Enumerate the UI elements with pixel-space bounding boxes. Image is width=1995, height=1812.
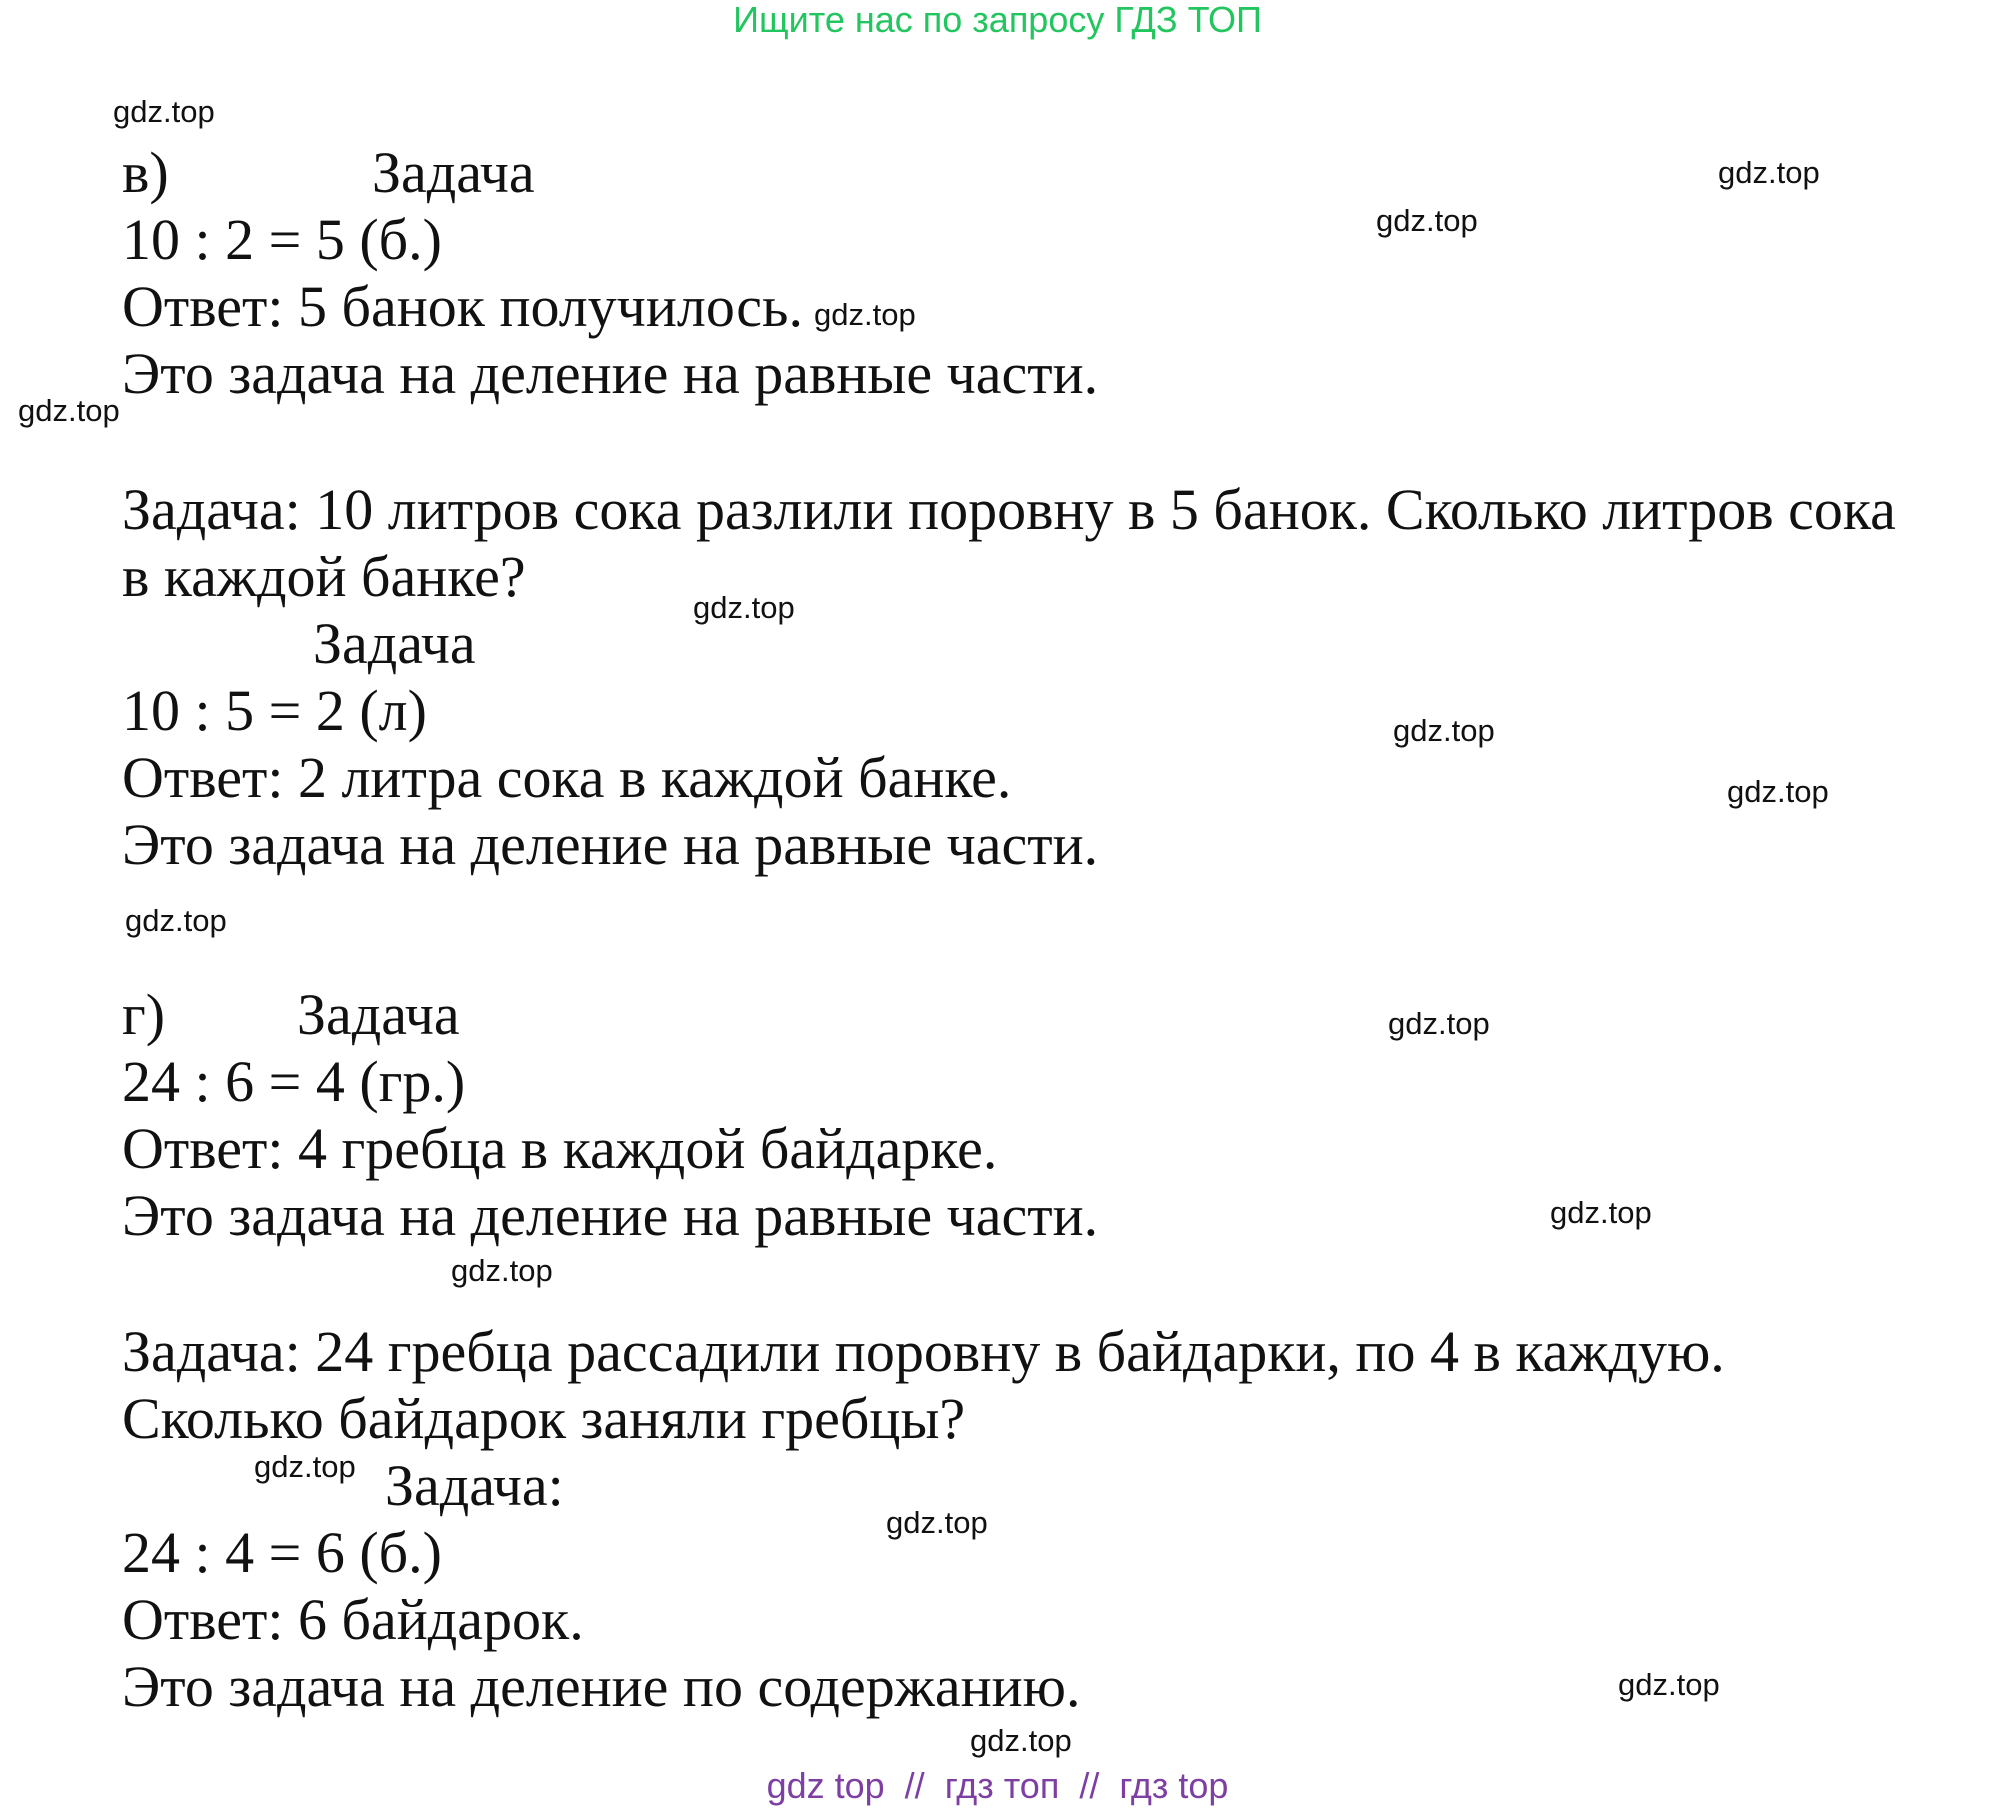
watermark: gdz.top (113, 94, 215, 129)
section-v-letter: в) (122, 140, 169, 205)
watermark: gdz.top (451, 1253, 553, 1288)
section-g-heading-line (122, 982, 460, 1048)
footer-link-gdz-top-mixed[interactable]: гдз top (1119, 1765, 1229, 1806)
footer-link-gdz-top-cyrillic[interactable]: гдз топ (944, 1765, 1060, 1806)
section-g-heading: Задача (297, 982, 460, 1047)
section-v-type: Это задача на деление на равные части. (122, 341, 1099, 406)
section-v-heading: Задача (372, 140, 535, 205)
top-banner: Ищите нас по запросу ГДЗ ТОП (733, 0, 1262, 40)
section-v2-problem-line2: в каждой банке? (122, 544, 526, 609)
section-g-solution: 24 : 6 = 4 (гр.) (122, 1049, 466, 1114)
section-v-answer: Ответ: 5 банок получилось. (122, 274, 803, 339)
section-v2-problem-line1: Задача: 10 литров сока разлили поровну в 5 банок. Сколько литров сока (122, 477, 1896, 542)
watermark: gdz.top (814, 297, 916, 332)
watermark: gdz.top (693, 590, 795, 625)
section-g-answer: Ответ: 4 гребца в каждой байдарке. (122, 1116, 998, 1181)
section-g2-solution: 24 : 4 = 6 (б.) (122, 1520, 442, 1585)
section-v-heading-line (122, 140, 535, 206)
section-v-solution: 10 : 2 = 5 (б.) (122, 207, 442, 272)
watermark: gdz.top (125, 903, 227, 938)
watermark: gdz.top (1727, 774, 1829, 809)
section-g2-heading: Задача: (385, 1453, 564, 1518)
watermark: gdz.top (254, 1449, 356, 1484)
watermark: gdz.top (886, 1505, 988, 1540)
watermark: gdz.top (1376, 203, 1478, 238)
section-g2-problem-line2: Сколько байдарок заняли гребцы? (122, 1386, 966, 1451)
footer-separator: // (904, 1765, 925, 1806)
footer-separator: // (1079, 1765, 1100, 1806)
section-v2-type: Это задача на деление на равные части. (122, 812, 1099, 877)
section-v2-solution: 10 : 5 = 2 (л) (122, 678, 427, 743)
section-g2-problem-line1: Задача: 24 гребца рассадили поровну в байдарки, по 4 в каждую. (122, 1319, 1725, 1384)
footer (0, 1766, 1995, 1806)
watermark: gdz.top (1393, 713, 1495, 748)
watermark: gdz.top (1550, 1195, 1652, 1230)
section-v2-answer: Ответ: 2 литра сока в каждой банке. (122, 745, 1012, 810)
watermark: gdz.top (1718, 155, 1820, 190)
footer-link-gdz-top[interactable]: gdz top (766, 1765, 885, 1806)
section-v2-heading: Задача (313, 611, 476, 676)
section-g-letter: г) (122, 982, 166, 1047)
section-g2-type: Это задача на деление по содержанию. (122, 1654, 1081, 1719)
watermark: gdz.top (18, 393, 120, 428)
watermark: gdz.top (970, 1723, 1072, 1758)
watermark: gdz.top (1618, 1667, 1720, 1702)
watermark: gdz.top (1388, 1006, 1490, 1041)
section-g-type: Это задача на деление на равные части. (122, 1183, 1099, 1248)
section-g2-answer: Ответ: 6 байдарок. (122, 1587, 584, 1652)
